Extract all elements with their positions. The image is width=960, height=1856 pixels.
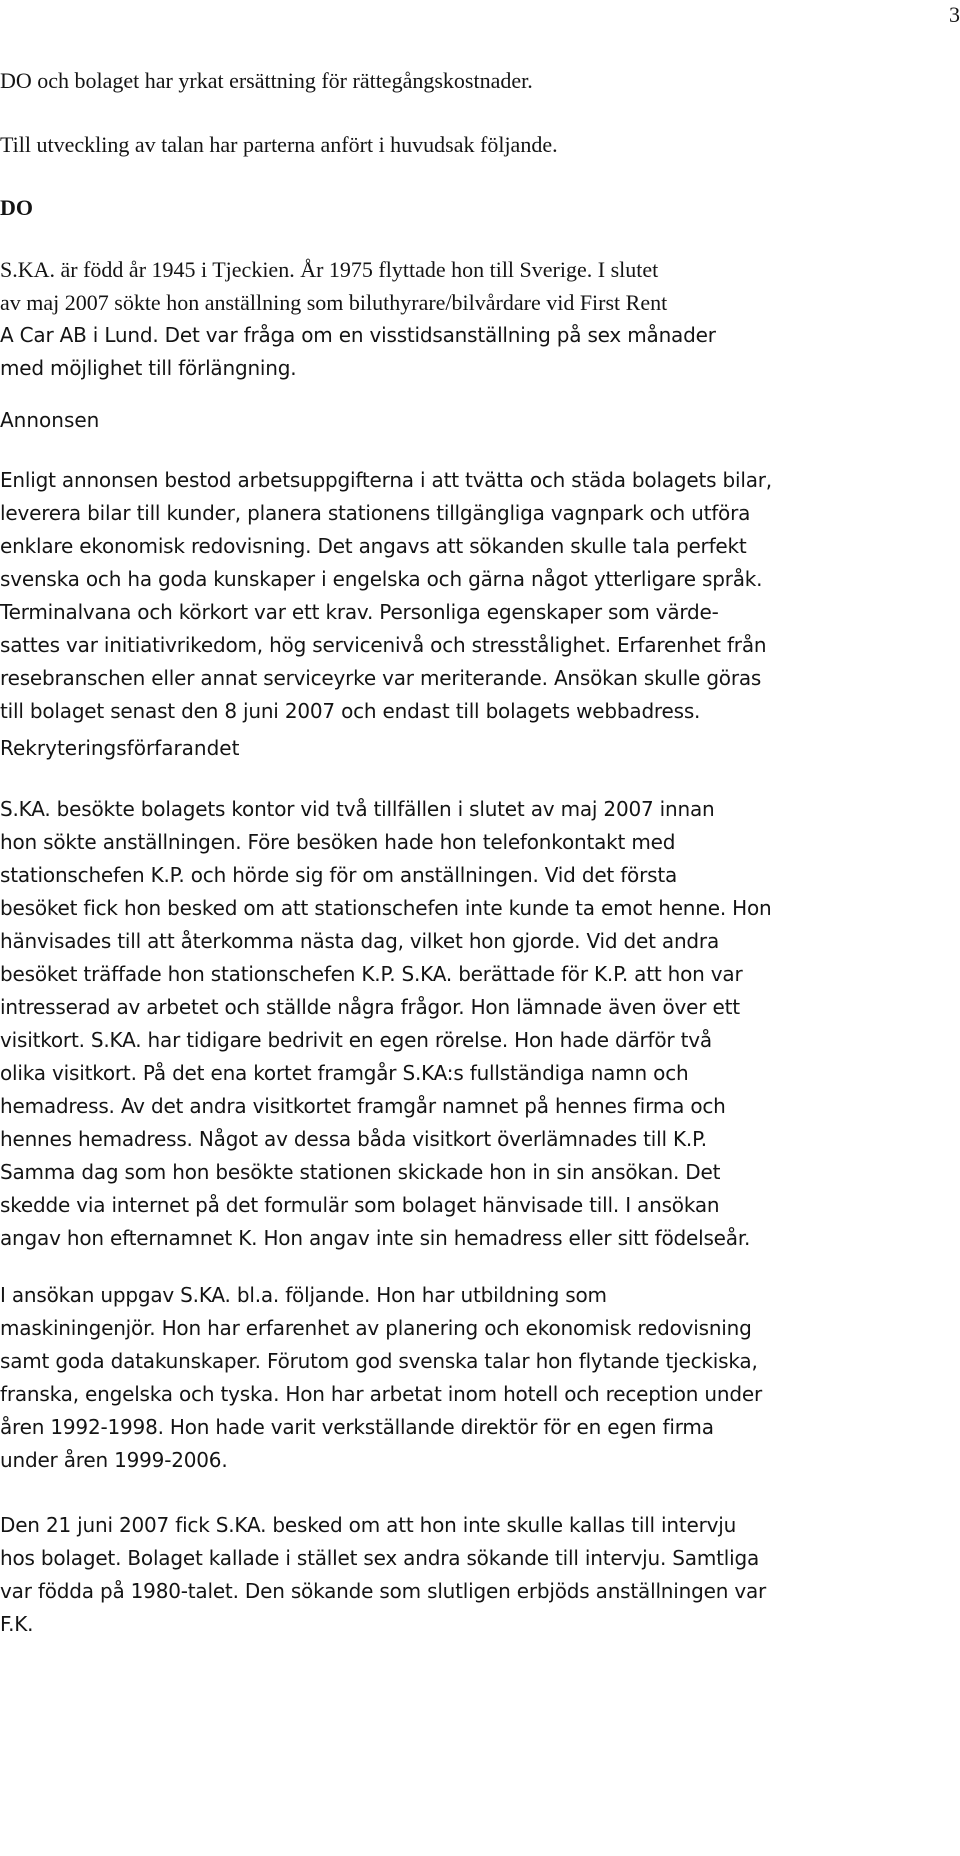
- intro-development-text: Till utveckling av talan har parterna anfört i huvudsak följande.: [0, 132, 558, 157]
- page-number: 3: [949, 2, 960, 27]
- do-paragraph-line: med möjlighet till förlängning.: [0, 356, 297, 380]
- rekrytering-paragraph-line: åren 1992-1998. Hon hade varit verkställande direktör för en egen firma: [0, 1415, 714, 1439]
- rekrytering-paragraph-line: Den 21 juni 2007 fick S.KA. besked om att hon inte skulle kallas till intervju: [0, 1513, 737, 1537]
- rekrytering-paragraph-line: F.K.: [0, 1612, 34, 1636]
- rekrytering-heading-block: [0, 732, 239, 765]
- rekrytering-paragraph-line: skedde via internet på det formulär som bolaget hänvisade till. I ansökan: [0, 1193, 720, 1217]
- rekrytering-paragraph-line: besöket fick hon besked om att stationschefen inte kunde ta emot henne. Hon: [0, 896, 772, 920]
- rekrytering-paragraph-line: samt goda datakunskaper. Förutom god svenska talar hon flytande tjeckiska,: [0, 1349, 758, 1373]
- rekrytering-paragraph-line: hemadress. Av det andra visitkortet framgår namnet på hennes firma och: [0, 1094, 726, 1118]
- rekrytering-paragraph-line: besöket träffade hon stationschefen K.P. S.KA. berättade för K.P. att hon var: [0, 962, 743, 986]
- intro-claim-text: DO och bolaget har yrkat ersättning för rättegångskostnader.: [0, 68, 533, 93]
- rekrytering-paragraph-line: I ansökan uppgav S.KA. bl.a. följande. Hon har utbildning som: [0, 1283, 607, 1307]
- rekrytering-paragraph-line: under åren 1999-2006.: [0, 1448, 228, 1472]
- intro-development-block: [0, 128, 558, 161]
- annonsen-heading: Annonsen: [0, 408, 100, 432]
- rekrytering-paragraph-3: [0, 1509, 766, 1641]
- do-paragraph-line: S.KA. är född år 1945 i Tjeckien. År 1975 flyttade hon till Sverige. I slutet: [0, 257, 659, 282]
- annonsen-heading-block: [0, 404, 99, 437]
- annonsen-paragraph-line: till bolaget senast den 8 juni 2007 och endast till bolagets webbadress.: [0, 699, 701, 723]
- rekrytering-paragraph-line: angav hon efternamnet K. Hon angav inte sin hemadress eller sitt födelseår.: [0, 1226, 751, 1250]
- annonsen-paragraph-line: svenska och ha goda kunskaper i engelska och gärna något ytterligare språk.: [0, 567, 763, 591]
- annonsen-paragraph-line: resebranschen eller annat serviceyrke var meriterande. Ansökan skulle göras: [0, 666, 762, 690]
- do-paragraph: [0, 253, 716, 385]
- rekrytering-paragraph-1: [0, 793, 772, 1255]
- intro-claim-block: [0, 64, 533, 97]
- rekrytering-paragraph-line: franska, engelska och tyska. Hon har arbetat inom hotell och reception under: [0, 1382, 763, 1406]
- rekrytering-paragraph-line: stationschefen K.P. och hörde sig för om anställningen. Vid det första: [0, 863, 678, 887]
- rekrytering-heading: Rekryteringsförfarandet: [0, 736, 240, 760]
- rekrytering-paragraph-line: maskiningenjör. Hon har erfarenhet av planering och ekonomisk redovisning: [0, 1316, 752, 1340]
- annonsen-paragraph-line: leverera bilar till kunder, planera stationens tillgängliga vagnpark och utföra: [0, 501, 751, 525]
- rekrytering-paragraph-line: olika visitkort. På det ena kortet framgår S.KA:s fullständiga namn och: [0, 1061, 689, 1085]
- annonsen-paragraph-line: Terminalvana och körkort var ett krav. Personliga egenskaper som värde-: [0, 600, 719, 624]
- rekrytering-paragraph-line: hänvisades till att återkomma nästa dag, vilket hon gjorde. Vid det andra: [0, 929, 719, 953]
- annonsen-paragraph: [0, 464, 772, 728]
- annonsen-paragraph-line: enklare ekonomisk redovisning. Det angavs att sökanden skulle tala perfekt: [0, 534, 747, 558]
- do-paragraph-line: A Car AB i Lund. Det var fråga om en visstidsanställning på sex månader: [0, 323, 716, 347]
- do-paragraph-line: av maj 2007 sökte hon anställning som biluthyrare/bilvårdare vid First Rent: [0, 290, 668, 315]
- rekrytering-paragraph-line: hos bolaget. Bolaget kallade i stället sex andra sökande till intervju. Samtliga: [0, 1546, 760, 1570]
- do-heading-block: [0, 191, 33, 224]
- annonsen-paragraph-line: Enligt annonsen bestod arbetsuppgifterna i att tvätta och städa bolagets bilar,: [0, 468, 772, 492]
- rekrytering-paragraph-line: S.KA. besökte bolagets kontor vid två tillfällen i slutet av maj 2007 innan: [0, 797, 715, 821]
- annonsen-paragraph-line: sattes var initiativrikedom, hög servicenivå och stresstålighet. Erfarenhet från: [0, 633, 767, 657]
- rekrytering-paragraph-line: intresserad av arbetet och ställde några frågor. Hon lämnade även över ett: [0, 995, 740, 1019]
- do-heading: DO: [0, 195, 33, 220]
- rekrytering-paragraph-line: var födda på 1980-talet. Den sökande som slutligen erbjöds anställningen var: [0, 1579, 767, 1603]
- rekrytering-paragraph-line: hennes hemadress. Något av dessa båda visitkort överlämnades till K.P.: [0, 1127, 707, 1151]
- rekrytering-paragraph-line: hon sökte anställningen. Före besöken hade hon telefonkontakt med: [0, 830, 676, 854]
- rekrytering-paragraph-2: [0, 1279, 762, 1477]
- rekrytering-paragraph-line: Samma dag som hon besökte stationen skickade hon in sin ansökan. Det: [0, 1160, 721, 1184]
- rekrytering-paragraph-line: visitkort. S.KA. har tidigare bedrivit en egen rörelse. Hon hade därför två: [0, 1028, 712, 1052]
